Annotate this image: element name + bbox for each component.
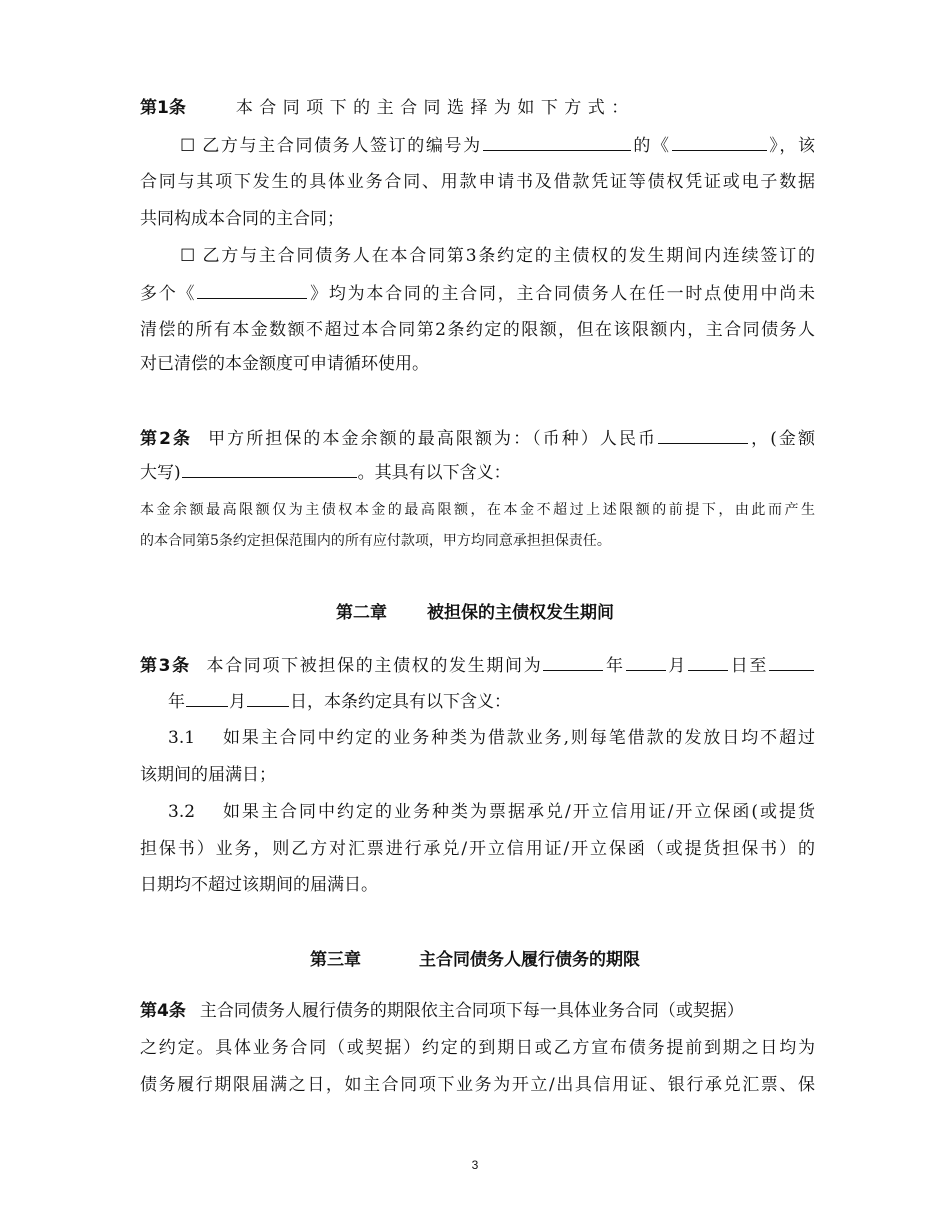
article-1-label: 第1条	[140, 98, 186, 118]
article-1-option-2-line-2: 多个《 》均为本合同的主合同，主合同债务人在任一时点使用中尚未	[140, 284, 816, 304]
article-2-note-line-1: 本金余额最高限额仅为主债权本金的最高限额，在本金不超过上述限额的前提下，由此而产生	[140, 502, 815, 518]
article-1-option-1-line-3: 共同构成本合同的主合同；	[140, 209, 344, 229]
clause-3-1-line-2: 该期间的届满日；	[140, 765, 276, 785]
chapter-3-number: 第三章	[310, 950, 361, 970]
start-month-blank[interactable]	[626, 654, 666, 671]
article-4-line-3: 债务履行期限届满之日，如主合同项下业务为开立/出具信用证、银行承兑汇票、保	[140, 1075, 815, 1095]
clause-3-1-line-1: 3.1 如果主合同中约定的业务种类为借款业务,则每笔借款的发放日均不超过	[168, 728, 815, 748]
chapter-3-heading	[0, 945, 950, 970]
article-3-label: 第3条	[140, 656, 191, 676]
contract-number-blank[interactable]	[483, 134, 631, 151]
chapter-2-number: 第二章	[336, 603, 387, 623]
article-1-text: 本合同项下的主合同选择为如下方式：	[235, 98, 635, 118]
article-1-option-2-line-1: ☐ 乙方与主合同债务人在本合同第3条约定的主债权的发生期间内连续签订的	[180, 246, 815, 266]
contract-name-blank[interactable]	[672, 134, 767, 151]
article-2-note-line-2: 的本合同第5条约定担保范围内的所有应付款项，甲方均同意承担担保责任。	[140, 533, 611, 549]
page-number: 3	[471, 1158, 479, 1172]
article-1-option-1-line-1: ☐ 乙方与主合同债务人签订的编号为 的《 》，该	[180, 136, 816, 156]
article-1-option-2-line-4: 对已清偿的本金额度可申请循环使用。	[140, 354, 429, 374]
article-2-label: 第2条	[140, 429, 193, 449]
start-year-blank[interactable]	[543, 654, 603, 671]
article-3-line-2: 年 月 日，本条约定具有以下含义：	[168, 692, 511, 712]
contract-name-blank-2[interactable]	[197, 282, 307, 299]
clause-3-2-line-3: 日期均不超过该期间的届满日。	[140, 875, 378, 895]
clause-3-2-line-2: 担保书）业务，则乙方对汇票进行承兑/开立信用证/开立保函（或提货担保书）的	[140, 839, 815, 859]
clause-3-2-line-1: 3.2 如果主合同中约定的业务种类为票据承兑/开立信用证/开立保函(或提货	[168, 802, 815, 822]
chapter-2-heading	[0, 598, 950, 623]
article-4-label: 第4条	[140, 1001, 186, 1021]
end-month-blank[interactable]	[186, 690, 228, 707]
end-year-blank[interactable]	[769, 654, 814, 671]
amount-blank[interactable]	[658, 427, 748, 444]
article-2-line-1: 第2条 甲方所担保的本金余额的最高限额为：（币种）人民币 ，(金额	[140, 429, 815, 449]
article-3-line-1: 第3条 本合同项下被担保的主债权的发生期间为 年 月 日至	[140, 654, 815, 677]
article-4-line-2: 之约定。具体业务合同（或契据）约定的到期日或乙方宣布债务提前到期之日均为	[140, 1038, 815, 1058]
clause-3-2-number: 3.2	[168, 802, 196, 822]
article-2-line-2: 大写) 。其具有以下含义：	[140, 463, 511, 483]
start-day-blank[interactable]	[688, 654, 728, 671]
article-4-line-1: 第4条 主合同债务人履行债务的期限依主合同项下每一具体业务合同（或契据）	[140, 1001, 744, 1021]
article-1-option-2-line-3: 清偿的所有本金数额不超过本合同第2条约定的限额，但在该限额内，主合同债务人	[140, 320, 815, 340]
chapter-2-title: 被担保的主债权发生期间	[427, 603, 614, 623]
amount-in-words-blank[interactable]	[182, 461, 357, 478]
clause-3-1-number: 3.1	[168, 728, 196, 748]
end-day-blank[interactable]	[247, 690, 289, 707]
article-1-option-1-line-2: 合同与其项下发生的具体业务合同、用款申请书及借款凭证等债权凭证或电子数据	[140, 172, 815, 192]
article-1-heading	[140, 97, 815, 119]
checkbox-icon[interactable]: ☐	[180, 136, 196, 156]
chapter-3-title: 主合同债务人履行债务的期限	[419, 950, 640, 970]
checkbox-icon[interactable]: ☐	[180, 246, 196, 266]
